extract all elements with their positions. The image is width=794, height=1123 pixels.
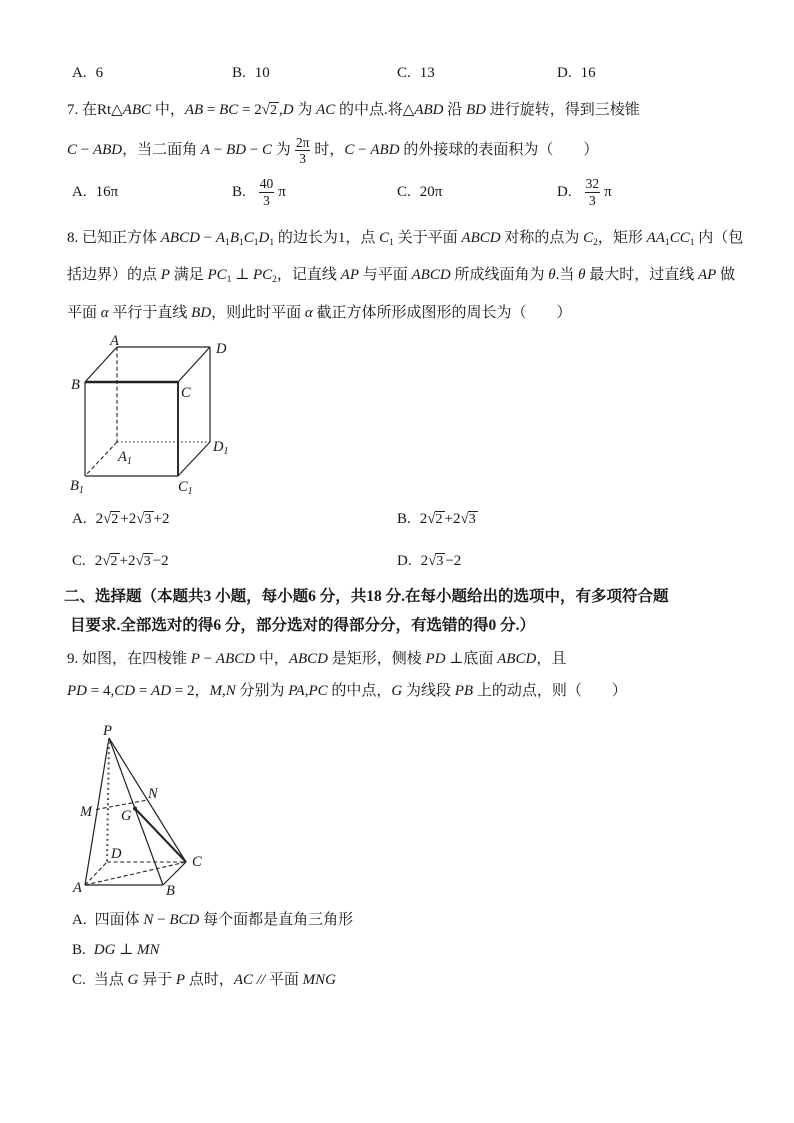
cube-label-a1: $A_1$ bbox=[118, 449, 132, 467]
cube-edge-ab bbox=[85, 347, 117, 382]
pyramid-label-c: C bbox=[192, 854, 202, 870]
question-8-line-3: 平面 α 平行于直线 BD，则此时平面 α 截正方体所形成图形的周长为（ ） bbox=[67, 305, 572, 321]
q6-options-row bbox=[0, 63, 794, 83]
option-label: D. bbox=[557, 183, 572, 200]
option-label: C. bbox=[72, 552, 86, 569]
question-8-line-1: 8. 已知正方体 ABCD − $A_1B_1C_1D_1$ 的边长为1，点 $C_1$ 关于平面 ABCD 对称的点为 $C_2$，矩形 $AA_1CC_1$ 内（包 bbox=[67, 230, 744, 248]
pyramid-edge-pd-hidden bbox=[107, 742, 109, 862]
option-label: C. bbox=[72, 972, 86, 988]
option-value: 2√3 −2 bbox=[420, 552, 462, 569]
option-label: C. bbox=[397, 64, 411, 81]
pyramid-label-a: A bbox=[73, 880, 82, 896]
question-9-line-1: 9. 如图，在四棱锥 P − ABCD 中，ABCD 是矩形，侧棱 PD ⊥底面 ABCD，且 bbox=[67, 651, 567, 667]
option-value: $\frac{32}{3}$ π bbox=[585, 175, 612, 208]
question-7-line-2: C − ABD，当二面角 A − BD − C 为 $\frac{2\pi}{3}$ 时，C − ABD 的外接球的表面积为（ ） bbox=[67, 134, 599, 167]
pyramid-label-m: M bbox=[80, 804, 93, 820]
pyramid-label-p: P bbox=[103, 723, 112, 739]
cube-label-d1: $D_1$ bbox=[213, 439, 229, 457]
pyramid-label-g: G bbox=[121, 808, 132, 824]
option-value: 四面体 N − BCD 每个面都是直角三角形 bbox=[94, 912, 354, 928]
cube-figure bbox=[68, 331, 238, 503]
cube-edges bbox=[85, 347, 210, 476]
q6-option-c bbox=[397, 63, 435, 83]
q9-option-c bbox=[72, 969, 336, 991]
q8-option-a bbox=[72, 504, 170, 534]
pyramid-diagonal-ac-hidden bbox=[85, 862, 186, 885]
option-value: 6 bbox=[95, 64, 104, 81]
q8-options-row-1 bbox=[0, 504, 794, 534]
q8-options-row-2 bbox=[0, 546, 794, 576]
cube-label-c: C bbox=[181, 385, 191, 401]
q9-option-b bbox=[72, 939, 160, 961]
q7-option-a bbox=[72, 170, 118, 214]
section-2-heading-line-2: 目要求.全部选对的得6 分，部分选对的得部分分，有选错的得0 分.） bbox=[70, 617, 536, 634]
option-value: 16 bbox=[580, 64, 596, 81]
pyramid-point-g-dot bbox=[133, 807, 137, 811]
pyramid-edges bbox=[85, 738, 186, 885]
cube-label-a: A bbox=[110, 333, 119, 349]
option-label: B. bbox=[72, 942, 86, 958]
pyramid-segment-gc bbox=[135, 809, 186, 863]
option-value: 2√2 +2√3 +2 bbox=[95, 510, 170, 527]
q7-options-row bbox=[0, 170, 794, 214]
pyramid-label-b: B bbox=[166, 883, 175, 899]
question-7-line-1: 7. 在Rt△ABC 中，AB = BC = 2√2 ,D 为 AC 的中点.将△ABD 沿 BD 进行旋转，得到三棱锥 bbox=[67, 102, 640, 118]
option-value: 2√2 +2√3 −2 bbox=[94, 552, 169, 569]
option-value: 当点 G 异于 P 点时，AC // 平面 MNG bbox=[93, 972, 336, 988]
pyramid-label-d: D bbox=[111, 846, 122, 862]
cube-edge-c1d1 bbox=[178, 442, 210, 476]
option-label: A. bbox=[72, 64, 87, 81]
q6-option-a bbox=[72, 63, 103, 83]
q6-option-b bbox=[232, 63, 270, 83]
q7-option-b bbox=[232, 170, 286, 214]
option-label: C. bbox=[397, 183, 411, 200]
q8-option-b bbox=[397, 504, 478, 534]
option-label: A. bbox=[72, 912, 87, 928]
pyramid-label-n: N bbox=[148, 786, 158, 802]
q9-option-a bbox=[72, 909, 353, 931]
option-label: A. bbox=[72, 510, 87, 527]
option-label: B. bbox=[232, 64, 246, 81]
option-label: D. bbox=[557, 64, 572, 81]
q8-option-d bbox=[397, 546, 461, 576]
cube-label-d: D bbox=[216, 341, 227, 357]
option-value: 20π bbox=[419, 183, 443, 200]
cube-labels bbox=[70, 333, 228, 497]
pyramid-edge-bc bbox=[163, 862, 186, 885]
option-label: B. bbox=[232, 183, 246, 200]
option-label: D. bbox=[397, 552, 412, 569]
cube-edge-a1b1-hidden bbox=[85, 442, 117, 476]
pyramid-figure bbox=[58, 715, 293, 910]
q7-option-d bbox=[557, 170, 612, 214]
option-value: 2√2 +2√3 bbox=[419, 510, 476, 527]
option-label: A. bbox=[72, 183, 87, 200]
section-2-heading-line-1: 二、选择题（本题共3 小题，每小题6 分，共18 分.在每小题给出的选项中，有多项符合题 bbox=[64, 588, 669, 605]
q7-option-c bbox=[397, 170, 442, 214]
question-9-line-2: PD = 4,CD = AD = 2，M,N 分别为 PA,PC 的中点，G 为线段 PB 上的动点，则（ ） bbox=[67, 683, 627, 699]
option-value: DG ⊥ MN bbox=[93, 942, 160, 958]
cube-label-c1: $C_1$ bbox=[178, 479, 193, 497]
option-label: B. bbox=[397, 510, 411, 527]
option-value: 13 bbox=[419, 64, 435, 81]
cube-edge-dc bbox=[178, 347, 210, 382]
option-value: 10 bbox=[254, 64, 270, 81]
question-8-line-2: 括边界）的点 P 满足 $PC_1$ ⊥ $PC_2$，记直线 AP 与平面 ABCD 所成线面角为 θ.当 θ 最大时，过直线 AP 做 bbox=[67, 267, 736, 285]
option-value: $\frac{40}{3}$ π bbox=[259, 175, 286, 208]
q8-option-c bbox=[72, 546, 169, 576]
option-value: 16π bbox=[95, 183, 119, 200]
cube-label-b1: $B_1$ bbox=[70, 478, 84, 496]
cube-label-b: B bbox=[71, 377, 80, 393]
q6-option-d bbox=[557, 63, 596, 83]
